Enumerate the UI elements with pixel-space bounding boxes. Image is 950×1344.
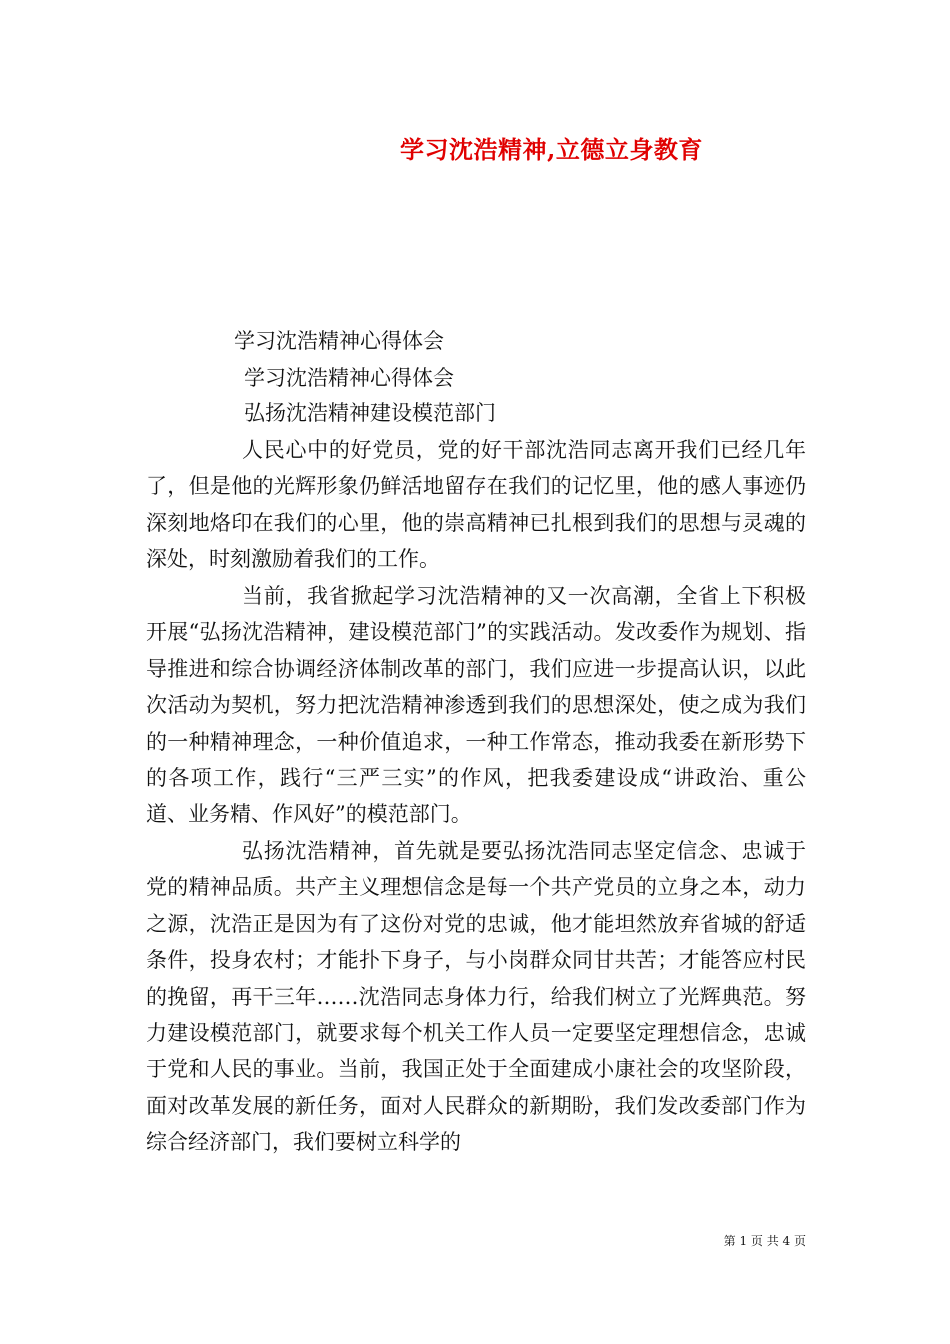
body-paragraph-2: 当前，我省掀起学习沈浩精神的又一次高潮，全省上下积极开展“弘扬沈浩精神，建设模范部门”的实践活动。发改委作为规划、指导推进和综合协调经济体制改革的部门，我们应进一步提高认识，以此次活动为契机，努力把沈浩精神渗透到我们的思想深处，使之成为我们的一种精神理念，一种价值追求，一种工作常态，推动我委在新形势下的各项工作，践行“三严三实”的作风，把我委建设成“讲政治、重公道、业务精、作风好”的模范部门。 [146, 584, 806, 827]
page-number-footer: 第 1 页 共 4 页 [723, 1234, 806, 1248]
subtitle-3: 弘扬沈浩精神建设模范部门 [244, 401, 496, 425]
subtitle-2: 学习沈浩精神心得体会 [244, 366, 454, 390]
subtitle-1: 学习沈浩精神心得体会 [234, 329, 444, 353]
document-title: 学习沈浩精神,立德立身教育 [400, 135, 703, 164]
body-paragraph-1: 人民心中的好党员，党的好干部沈浩同志离开我们已经几年了，但是他的光辉形象仍鲜活地留存在我们的记忆里，他的感人事迹仍深刻地烙印在我们的心里，他的崇高精神已扎根到我们的思想与灵魂的深处，时刻激励着我们的工作。 [146, 438, 806, 572]
body-paragraph-3: 弘扬沈浩精神，首先就是要弘扬沈浩同志坚定信念、忠诚于党的精神品质。共产主义理想信念是每一个共产党员的立身之本，动力之源，沈浩正是因为有了这份对党的忠诚，他才能坦然放弃省城的舒适条件，投身农村；才能扑下身子，与小岗群众同甘共苦；才能答应村民的挽留，再干三年……沈浩同志身体力行，给我们树立了光辉典范。努力建设模范部门，就要求每个机关工作人员一定要坚定理想信念，忠诚于党和人民的事业。当前，我国正处于全面建成小康社会的攻坚阶段，面对改革发展的新任务，面对人民群众的新期盼，我们发改委部门作为综合经济部门，我们要树立科学的 [146, 839, 806, 1155]
